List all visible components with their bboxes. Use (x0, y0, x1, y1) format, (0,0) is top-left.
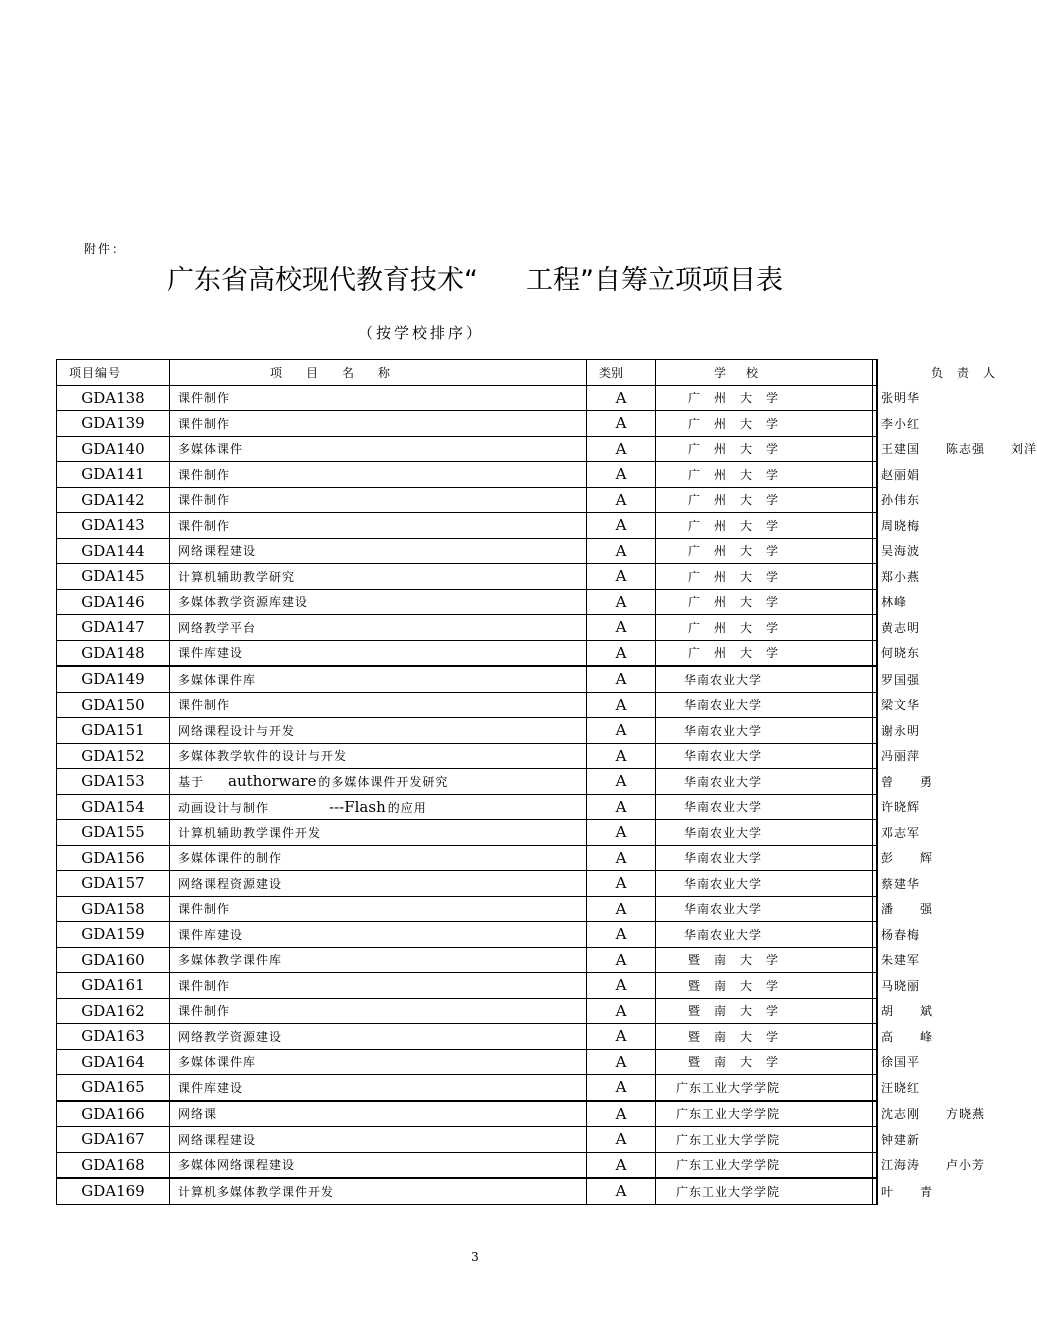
school-cell: 华南农业大学 (656, 896, 873, 922)
project-name-text: 课件制作 (178, 902, 231, 917)
project-id-cell: GDA140 (57, 436, 170, 462)
project-name-cell (170, 615, 587, 641)
school-cell: 华南农业大学 (656, 845, 873, 871)
project-name-text: 多媒体课件库 (178, 1055, 257, 1070)
school-cell: 暨南大学 (656, 1024, 873, 1050)
project-level-cell: A (587, 538, 656, 564)
table-row (57, 1049, 878, 1075)
table-row (57, 589, 878, 615)
project-name-cell (170, 922, 587, 948)
table-row (57, 743, 878, 769)
school-cell: 广州大学 (656, 615, 873, 641)
owner-cell: 汪晓红 (873, 1075, 878, 1101)
project-level-cell: A (587, 640, 656, 666)
owner-cell: 曾 勇 (873, 769, 878, 795)
owner-cell: 梁文华 (873, 692, 878, 718)
table-row (57, 947, 878, 973)
projects-table (56, 359, 1037, 1205)
project-name-cell (170, 1075, 587, 1101)
table-row (57, 436, 878, 462)
owner-cell: 彭 辉 (873, 845, 878, 871)
project-name-cell (170, 513, 587, 539)
owner-cell: 张明华 (873, 385, 878, 411)
project-name-text: 课件制作 (178, 518, 231, 533)
school-cell: 华南农业大学 (656, 769, 873, 795)
project-name-cell (170, 1178, 587, 1204)
owner-cell: 冯丽萍 (873, 743, 878, 769)
table-row (57, 1178, 878, 1204)
project-name-text: 课件制作 (178, 416, 231, 431)
table-row (57, 615, 878, 641)
column-header-name: 项目名称 (170, 360, 587, 386)
table-row (57, 1024, 878, 1050)
owner-cell: 杨春梅 (873, 922, 878, 948)
project-level-cell: A (587, 794, 656, 820)
project-name-text: 课件库建设 (178, 927, 244, 942)
owner-cell: 黄志明 (873, 615, 878, 641)
table-row (57, 896, 878, 922)
project-name-tail-text: 的应用 (387, 800, 427, 815)
project-name-cell (170, 973, 587, 999)
table-row (57, 794, 878, 820)
project-name-text: 网络教学平台 (178, 620, 257, 635)
project-level-cell: A (587, 845, 656, 871)
school-cell: 广州大学 (656, 385, 873, 411)
project-id-cell: GDA155 (57, 820, 170, 846)
owner-cell: 吴海波 (873, 538, 878, 564)
project-name-cell (170, 538, 587, 564)
project-id-cell: GDA164 (57, 1049, 170, 1075)
project-name-cell (170, 385, 587, 411)
project-id-cell: GDA147 (57, 615, 170, 641)
school-cell: 广州大学 (656, 640, 873, 666)
project-name-text: 计算机多媒体教学课件开发 (178, 1184, 335, 1199)
project-name-tail-text: 的多媒体课件开发研究 (318, 775, 449, 790)
project-name-text: 网络课程资源建设 (178, 876, 283, 891)
project-level-cell: A (587, 411, 656, 437)
project-name-latin-text: ---Flash (329, 797, 386, 816)
table-row (57, 462, 878, 488)
project-level-cell: A (587, 1101, 656, 1127)
table-row (57, 769, 878, 795)
project-name-cell (170, 564, 587, 590)
project-level-cell: A (587, 513, 656, 539)
project-name-text: 多媒体教学资源库建设 (178, 595, 309, 610)
project-name-text: 课件制作 (178, 978, 231, 993)
owner-cell: 孙伟东 (873, 487, 878, 513)
project-level-cell: A (587, 564, 656, 590)
project-level-cell: A (587, 718, 656, 744)
project-level-cell: A (587, 589, 656, 615)
column-header-owner: 负责人 (873, 360, 878, 386)
project-name-cell (170, 411, 587, 437)
project-level-cell: A (587, 1049, 656, 1075)
school-cell: 华南农业大学 (656, 794, 873, 820)
owner-cell: 许晓辉 (873, 794, 878, 820)
project-name-text: 网络课 (178, 1107, 218, 1122)
owner-cell: 朱建军 (873, 947, 878, 973)
project-name-cell (170, 998, 587, 1024)
table-row (57, 385, 878, 411)
table-row (57, 538, 878, 564)
owner-cell: 潘 强 (873, 896, 878, 922)
project-level-cell: A (587, 743, 656, 769)
page-title (0, 258, 950, 297)
school-cell: 暨南大学 (656, 1049, 873, 1075)
school-cell: 广州大学 (656, 564, 873, 590)
owner-cell: 周晓梅 (873, 513, 878, 539)
project-name-cell (170, 1127, 587, 1153)
project-level-cell: A (587, 666, 656, 692)
table-row (57, 513, 878, 539)
school-cell: 暨南大学 (656, 947, 873, 973)
school-cell: 华南农业大学 (656, 820, 873, 846)
project-name-text: 计算机辅助教学研究 (178, 569, 296, 584)
school-cell: 广东工业大学学院 (656, 1101, 873, 1127)
table-row (57, 998, 878, 1024)
owner-cell: 赵丽娟 (873, 462, 878, 488)
project-name-cell (170, 436, 587, 462)
project-level-cell: A (587, 385, 656, 411)
owner-cell: 王建国 陈志强 刘洋 (873, 436, 878, 462)
school-cell: 华南农业大学 (656, 718, 873, 744)
project-level-cell: A (587, 871, 656, 897)
table-row (57, 845, 878, 871)
owner-cell: 胡 斌 (873, 998, 878, 1024)
project-level-cell: A (587, 1152, 656, 1178)
attachment-label: 附件： (84, 242, 127, 256)
project-name-cell (170, 1049, 587, 1075)
project-name-cell (170, 769, 587, 795)
table-row (57, 973, 878, 999)
school-cell: 暨南大学 (656, 998, 873, 1024)
project-level-cell: A (587, 896, 656, 922)
school-cell: 广东工业大学学院 (656, 1075, 873, 1101)
school-cell: 广州大学 (656, 436, 873, 462)
project-id-cell: GDA141 (57, 462, 170, 488)
project-name-text: 课件制作 (178, 1004, 231, 1019)
project-id-cell: GDA150 (57, 692, 170, 718)
project-id-cell: GDA151 (57, 718, 170, 744)
project-id-cell: GDA142 (57, 487, 170, 513)
page-number: 3 (471, 1250, 479, 1264)
project-name-text: 课件库建设 (178, 646, 244, 661)
project-name-cell (170, 1152, 587, 1178)
school-cell: 广东工业大学学院 (656, 1127, 873, 1153)
project-id-cell: GDA139 (57, 411, 170, 437)
column-header-id: 项目编号 (57, 360, 170, 386)
school-cell: 广州大学 (656, 462, 873, 488)
owner-cell: 徐国平 (873, 1049, 878, 1075)
school-cell: 华南农业大学 (656, 871, 873, 897)
project-name-text: 课件制作 (178, 493, 231, 508)
owner-cell: 李小红 (873, 411, 878, 437)
project-name-text: 动画设计与制作 (178, 800, 270, 815)
project-id-cell: GDA145 (57, 564, 170, 590)
owner-cell: 高 峰 (873, 1024, 878, 1050)
project-level-cell: A (587, 973, 656, 999)
project-name-latin-text: authorware (228, 772, 317, 791)
project-name-text: 网络课程建设 (178, 1132, 257, 1147)
owner-cell: 邓志军 (873, 820, 878, 846)
school-cell: 广州大学 (656, 589, 873, 615)
table-row (57, 666, 878, 692)
table-row (57, 564, 878, 590)
project-id-cell: GDA158 (57, 896, 170, 922)
project-name-cell (170, 718, 587, 744)
owner-cell: 谢永明 (873, 718, 878, 744)
school-cell: 华南农业大学 (656, 743, 873, 769)
project-name-cell (170, 820, 587, 846)
table-body (57, 385, 1037, 1204)
project-name-text: 多媒体教学课件库 (178, 953, 283, 968)
project-name-cell (170, 666, 587, 692)
owner-cell: 江海涛 卢小芳 (873, 1152, 878, 1178)
project-level-cell: A (587, 1024, 656, 1050)
page-title-part1: 广东省高校现代教育技术“ (167, 265, 478, 296)
project-name-cell (170, 1101, 587, 1127)
project-level-cell: A (587, 615, 656, 641)
owner-cell: 罗国强 (873, 666, 878, 692)
project-level-cell: A (587, 769, 656, 795)
project-name-cell (170, 896, 587, 922)
school-cell: 华南农业大学 (656, 692, 873, 718)
project-id-cell: GDA163 (57, 1024, 170, 1050)
project-id-cell: GDA144 (57, 538, 170, 564)
project-name-cell (170, 462, 587, 488)
project-id-cell: GDA153 (57, 769, 170, 795)
table-row (57, 411, 878, 437)
project-name-text: 多媒体课件库 (178, 672, 257, 687)
project-id-cell: GDA160 (57, 947, 170, 973)
project-name-cell (170, 794, 587, 820)
school-cell: 华南农业大学 (656, 922, 873, 948)
project-name-text: 多媒体网络课程建设 (178, 1158, 296, 1173)
project-id-cell: GDA161 (57, 973, 170, 999)
project-level-cell: A (587, 947, 656, 973)
school-cell: 广州大学 (656, 487, 873, 513)
owner-cell: 钟建新 (873, 1127, 878, 1153)
project-name-cell (170, 1024, 587, 1050)
project-name-text: 计算机辅助教学课件开发 (178, 825, 322, 840)
table-row (57, 1101, 878, 1127)
project-id-cell: GDA143 (57, 513, 170, 539)
project-level-cell: A (587, 436, 656, 462)
page-title-part2: 工程”自筹立项项目表 (526, 265, 783, 296)
project-id-cell: GDA152 (57, 743, 170, 769)
project-level-cell: A (587, 487, 656, 513)
project-id-cell: GDA166 (57, 1101, 170, 1127)
project-id-cell: GDA167 (57, 1127, 170, 1153)
owner-cell: 叶 青 (873, 1178, 878, 1204)
table-row (57, 640, 878, 666)
table-row (57, 820, 878, 846)
project-name-text: 多媒体课件 (178, 442, 244, 457)
project-level-cell: A (587, 1127, 656, 1153)
project-level-cell: A (587, 1178, 656, 1204)
table-row (57, 1075, 878, 1101)
project-id-cell: GDA157 (57, 871, 170, 897)
owner-cell: 林峰 (873, 589, 878, 615)
table-row (57, 1152, 878, 1178)
project-level-cell: A (587, 998, 656, 1024)
table-row (57, 871, 878, 897)
project-name-text: 网络教学资源建设 (178, 1029, 283, 1044)
project-name-cell (170, 743, 587, 769)
project-name-text: 多媒体课件的制作 (178, 851, 283, 866)
project-name-text: 多媒体教学软件的设计与开发 (178, 749, 348, 764)
project-name-cell (170, 589, 587, 615)
school-cell: 暨南大学 (656, 973, 873, 999)
project-name-cell (170, 845, 587, 871)
project-name-cell (170, 692, 587, 718)
school-cell: 广州大学 (656, 513, 873, 539)
school-cell: 广州大学 (656, 411, 873, 437)
project-name-text: 基于 (178, 775, 205, 790)
school-cell: 广东工业大学学院 (656, 1152, 873, 1178)
owner-cell: 沈志刚 方晓燕 (873, 1101, 878, 1127)
project-name-cell (170, 487, 587, 513)
column-header-level: 类别 (587, 360, 656, 386)
project-name-text: 网络课程设计与开发 (178, 723, 296, 738)
project-level-cell: A (587, 1075, 656, 1101)
project-name-cell (170, 640, 587, 666)
column-header-school: 学校 (656, 360, 873, 386)
table-row (57, 692, 878, 718)
project-id-cell: GDA154 (57, 794, 170, 820)
project-id-cell: GDA159 (57, 922, 170, 948)
school-cell: 华南农业大学 (656, 666, 873, 692)
project-name-cell (170, 871, 587, 897)
project-level-cell: A (587, 820, 656, 846)
owner-cell: 郑小燕 (873, 564, 878, 590)
project-id-cell: GDA169 (57, 1178, 170, 1204)
project-level-cell: A (587, 462, 656, 488)
project-id-cell: GDA138 (57, 385, 170, 411)
table-row (57, 487, 878, 513)
table-row (57, 922, 878, 948)
project-id-cell: GDA165 (57, 1075, 170, 1101)
project-name-text: 课件制作 (178, 698, 231, 713)
project-level-cell: A (587, 922, 656, 948)
table-row (57, 1127, 878, 1153)
table-row (57, 718, 878, 744)
page-subtitle: （按学校排序） (358, 324, 485, 342)
project-id-cell: GDA146 (57, 589, 170, 615)
school-cell: 广东工业大学学院 (656, 1178, 873, 1204)
project-level-cell: A (587, 692, 656, 718)
school-cell: 广州大学 (656, 538, 873, 564)
project-id-cell: GDA162 (57, 998, 170, 1024)
table-header-row (57, 360, 878, 386)
project-id-cell: GDA156 (57, 845, 170, 871)
project-name-cell (170, 947, 587, 973)
project-id-cell: GDA149 (57, 666, 170, 692)
project-id-cell: GDA148 (57, 640, 170, 666)
project-name-text: 网络课程建设 (178, 544, 257, 559)
owner-cell: 马晓丽 (873, 973, 878, 999)
project-id-cell: GDA168 (57, 1152, 170, 1178)
project-name-text: 课件制作 (178, 467, 231, 482)
owner-cell: 蔡建华 (873, 871, 878, 897)
owner-cell: 何晓东 (873, 640, 878, 666)
project-name-text: 课件库建设 (178, 1080, 244, 1095)
project-name-text: 课件制作 (178, 391, 231, 406)
